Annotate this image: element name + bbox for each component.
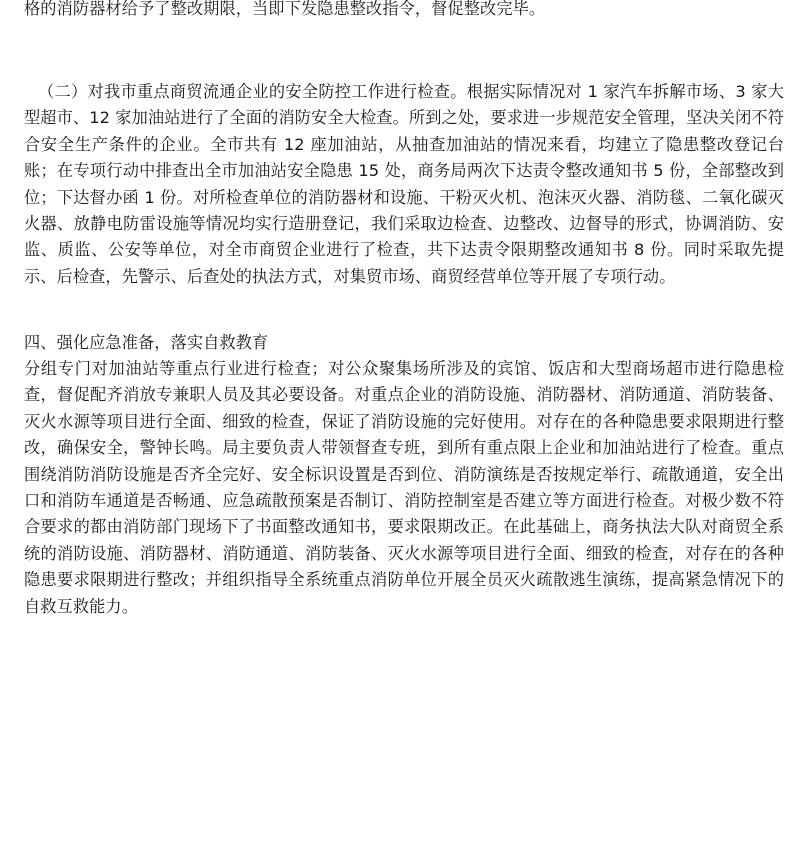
section-4-heading: 四、强化应急准备，落实自救教育 (24, 333, 269, 352)
paragraph-intro-end: 格的消防器材给予了整改期限，当即下发隐患整改指令，督促整改完毕。 (24, 0, 546, 18)
paragraph-section-2 (24, 79, 784, 290)
paragraph-section-2-text: （二）对我市重点商贸流通企业的安全防控工作进行检查。根据实际情况对 1 家汽车拆解市场、3 家大型超市、12 家加油站进行了全面的消防安全大检查。所到之处，要求进一步规范安全管理，坚决关闭不符合安全生产条件的企业。全市共有 12 座加油站，从抽查加油站的情况来看，均建立了隐患整改登记台账；在专项行动中排查出全市加油站安全隐患 15 处，商务局两次下达责令整改通知书 5 份，全部整改到位；下达督办函 1 份。对所检查单位的消防器材和设施、干粉灭火机、泡沫灭火器、消防毯、二氧化碳灭火器、放静电防雷设施等情况均实行造册登记，我们采取边检查、边整改、边督导的形式，协调消防、安监、质监、公安等单位，对全市商贸企业进行了检查，共下达责令限期整改通知书 8 份。同时采取先提示、后检查，先警示、后查处的执法方式，对集贸市场、商贸经营单位等开展了专项行动。 (24, 82, 784, 286)
paragraph-section-4-body: 分组专门对加油站等重点行业进行检查；对公众聚集场所涉及的宾馆、饭店和大型商场超市进行隐患检查，督促配齐消放专兼职人员及其必要设备。对重点企业的消防设施、消防器材、消防通道、消防装备、灭火水源等项目进行全面、细致的检查，保证了消防设施的完好使用。对存在的各种隐患要求限期进行整改，确保安全，警钟长鸣。局主要负责人带领督查专班，到所有重点限上企业和加油站进行了检查。重点围绕消防消防设施是否齐全完好、安全标识设置是否到位、消防演练是否按规定举行、疏散通道，安全出口和消防车通道是否畅通、应急疏散预案是否制订、消防控制室是否建立等方面进行检查。对极少数不符合要求的都由消防部门现场下了书面整改通知书，要求限期改正。在此基础上，商务执法大队对商贸全系统的消防设施、消防器材、消防通道、消防装备、灭火水源等项目进行全面、细致的检查，对存在的各种隐患要求限期进行整改；并组织指导全系统重点消防单位开展全员灭火疏散逃生演练，提高紧急情况下的自救互救能力。 (24, 359, 784, 616)
